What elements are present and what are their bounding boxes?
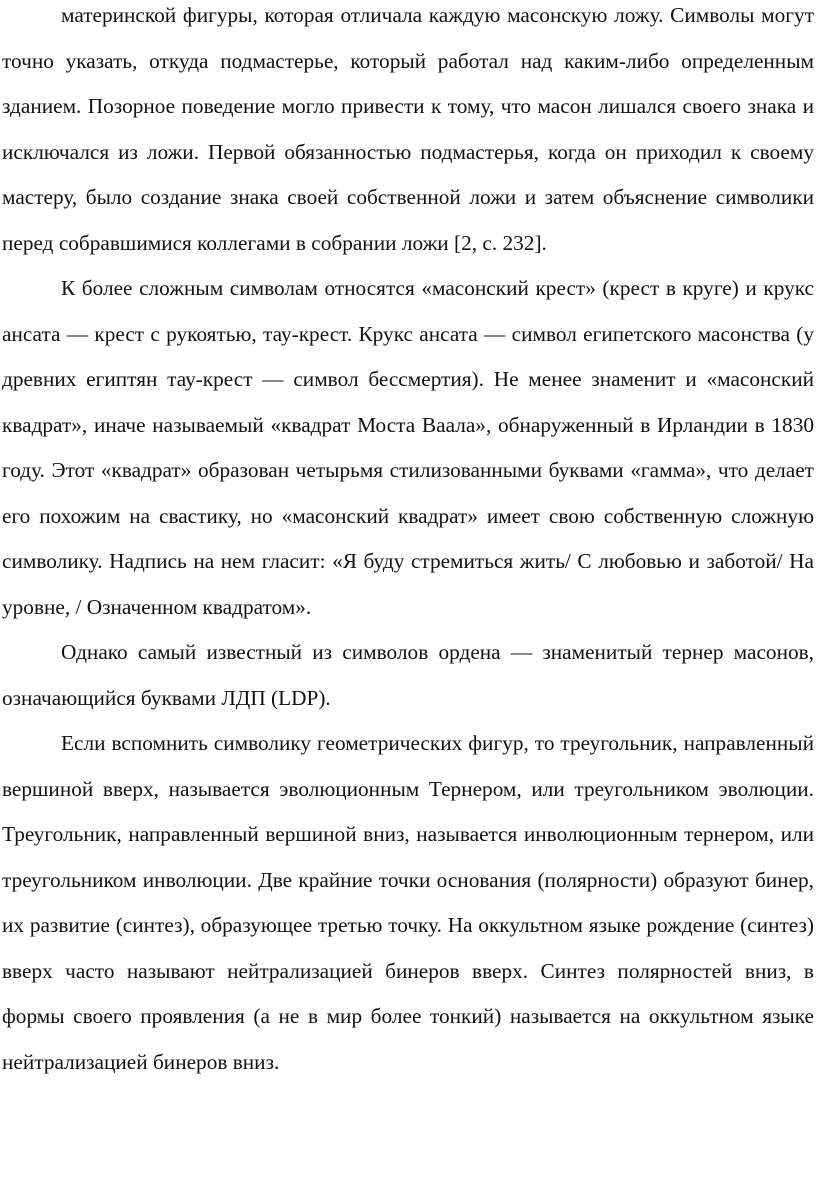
paragraph-continuation: материнской фигуры, которая отличала каждую масонскую ложу. Символы могут точно указать, откуда подмастерье, который работал над каким-либо определенным зданием. Позорное поведение могло привести к тому, что масон лишался своего знака и исключался из ложи. Первой обязанностью подмастерья, когда он приходил к своему мастеру, было создание знака своей собственной ложи и затем объяснение символики перед собравшимися коллегами в собрании ложи [2, с. 232]. [2,3,814,255]
paragraph-masonic-cross: К более сложным символам относятся «масонский крест» (крест в круге) и крукс ансата — крест с рукоятью, тау-крест. Крукс ансата — символ египетского масонства (у древних египтян тау-крест — символ бессмертия). Не менее знаменит и «масонский квадрат», иначе называемый «квадрат Моста Ваала», обнаруженный в Ирландии в 1830 году. Этот «квадрат» образован четырьмя стилизованными буквами «гамма», что делает его похожим на свастику, но «масонский квадрат» имеет свою собственную сложную символику. Надпись на нем гласит: «Я буду стремиться жить/ С любовью и заботой/ На уровне, / Означенном квадратом». [2,276,814,619]
paragraph-terner: Однако самый известный из символов ордена — знаменитый тернер масонов, означающийся буквами ЛДП (LDP). [2,640,814,710]
document-page [2,0,814,1085]
paragraph-geometric-figures: Если вспомнить символику геометрических фигур, то треугольник, направленный вершиной вверх, называется эволюционным Тернером, или треугольником эволюции. Треугольник, направленный вершиной вниз, называется инволюционным тернером, или треугольником инволюции. Две крайние точки основания (полярности) образуют бинер, их развитие (синтез), образующее третью точку. На оккультном языке рождение (синтез) вверх часто называют нейтрализацией бинеров вверх. Синтез полярностей вниз, в формы своего проявления (а не в мир более тонкий) называется на оккультном языке нейтрализацией бинеров вниз. [2,731,814,1074]
